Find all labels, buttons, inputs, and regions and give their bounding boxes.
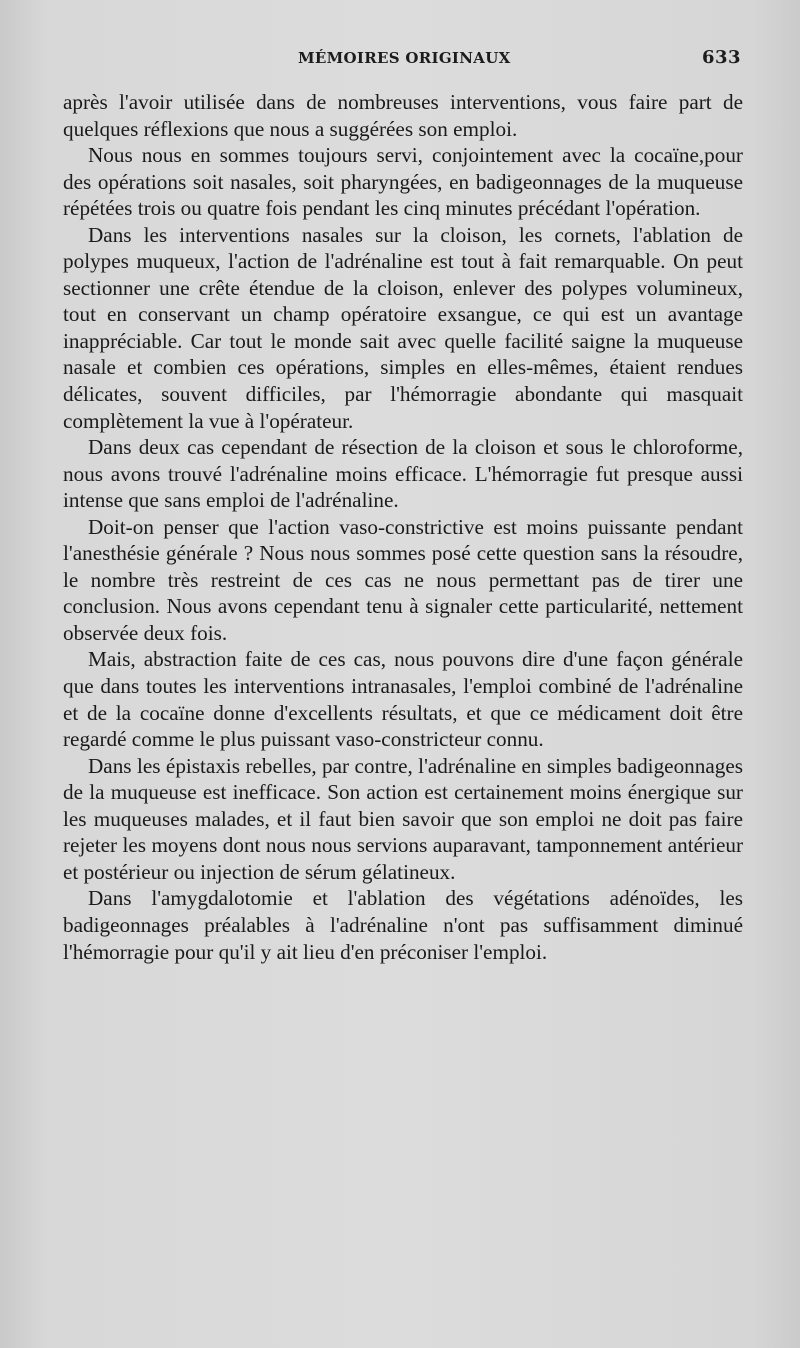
page-header — [0, 47, 800, 73]
paragraph-5: Doit-on penser que l'action vaso-constrictive est moins puissante pendant l'anesthésie générale ? Nous nous sommes posé cette question sans la résoudre, le nombre très restreint de ces cas ne nous permettant pas de tirer une conclusion. Nous avons cependant tenu à signaler cette particularité, nettement observée deux fois. — [63, 514, 743, 645]
paragraph-6: Mais, abstraction faite de ces cas, nous pouvons dire d'une façon générale que dans toutes les interventions intranasales, l'emploi combiné de l'adrénaline et de la cocaïne donne d'excellents résultats, et que ce médicament doit être regardé comme le plus puissant vaso-constricteur connu. — [63, 647, 743, 752]
paragraph-3: Dans les interventions nasales sur la cloison, les cornets, l'ablation de polypes muqueux, l'action de l'adrénaline est tout à fait remarquable. On peut sectionner une crête étendue de la cloison, enlever des polypes volumineux, tout en conservant un champ opératoire exsangue, ce qui est un avantage inappréciable. Car tout le monde sait avec quelle facilité saigne la muqueuse nasale et combien ces opérations, simples en elles-mêmes, étaient rendues délicates, souvent difficiles, par l'hémorragie abondante qui masquait complètement la vue à l'opérateur. — [63, 222, 743, 433]
page-number: 633 — [702, 47, 742, 68]
paragraph-8: Dans l'amygdalotomie et l'ablation des végétations adénoïdes, les badigeonnages préalables à l'adrénaline n'ont pas suffisamment diminué l'hémorragie pour qu'il y ait lieu d'en préconiser l'emploi. — [63, 886, 743, 964]
paragraph-7: Dans les épistaxis rebelles, par contre, l'adrénaline en simples badigeonnages de la muqueuse est inefficace. Son action est certainement moins énergique sur les muqueuses malades, et il faut bien savoir que son emploi ne doit pas faire rejeter les moyens dont nous nous servions auparavant, tamponnement antérieur et postérieur ou injection de sérum gélatineux. — [63, 753, 743, 884]
running-title: MÉMOIRES ORIGINAUX — [298, 49, 511, 67]
paragraph-2: Nous nous en sommes toujours servi, conjointement avec la cocaïne,pour des opérations soit nasales, soit pharyngées, en badigeonnages de la muqueuse répétées trois ou quatre fois pendant les cinq minutes précédant l'opération. — [63, 143, 743, 221]
body-text — [63, 89, 743, 965]
paragraph-1: après l'avoir utilisée dans de nombreuses interventions, vous faire part de quelques réflexions que nous a suggérées son emploi. — [63, 90, 743, 141]
paragraph-4: Dans deux cas cependant de résection de la cloison et sous le chloroforme, nous avons trouvé l'adrénaline moins efficace. L'hémorragie fut presque aussi intense que sans emploi de l'adrénaline. — [63, 435, 743, 513]
